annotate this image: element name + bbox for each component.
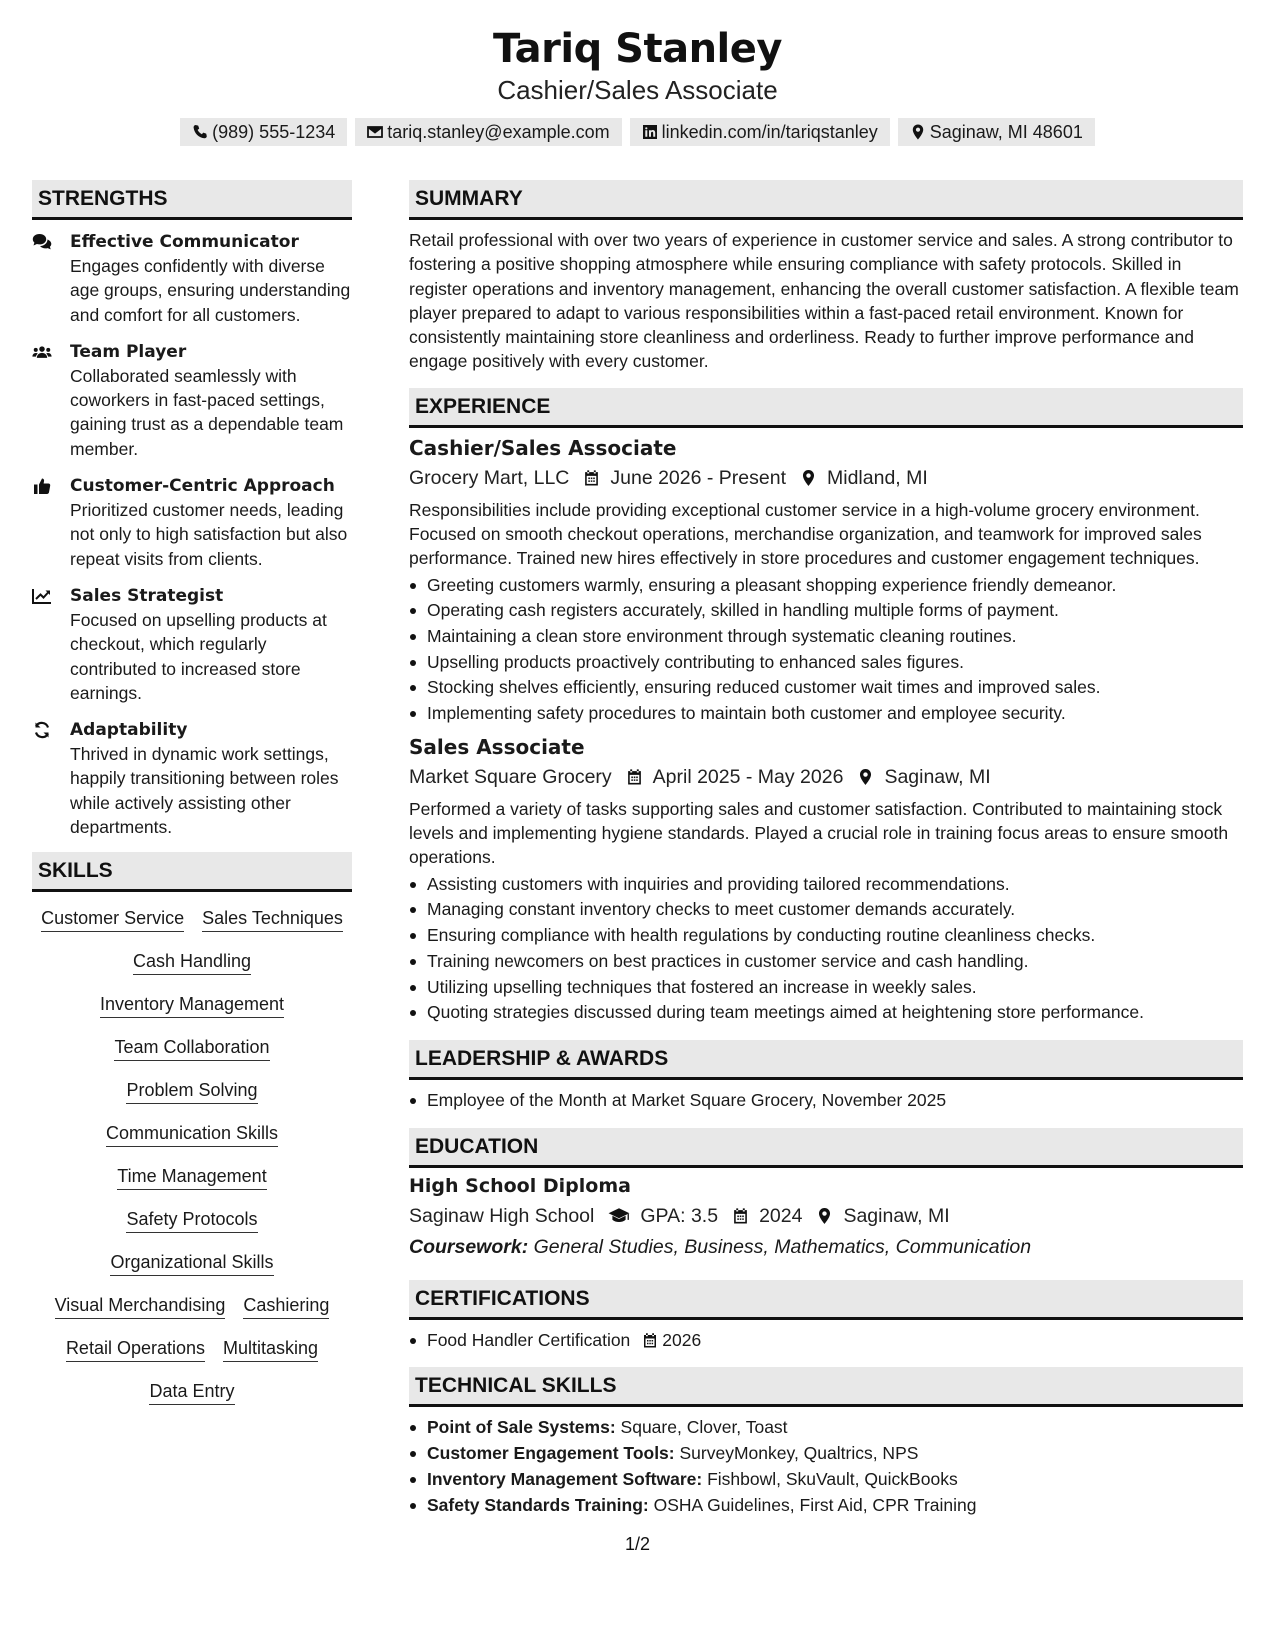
tech-skill-value: Square, Clover, Toast xyxy=(620,1417,788,1438)
contact-phone-text: (989) 555-1234 xyxy=(212,122,336,142)
strength-title: Adaptability xyxy=(70,720,188,741)
tech-skill-label: Inventory Management Software: xyxy=(427,1468,703,1489)
job-dates: April 2025 - May 2026 xyxy=(652,765,844,788)
strengths-list xyxy=(32,230,352,839)
strengths-heading: STRENGTHS xyxy=(32,180,352,220)
tech-skill-label: Point of Sale Systems: xyxy=(427,1417,616,1438)
job-description: Performed a variety of tasks supporting sales and customer satisfaction. Contributed to maintaining stock levels and implementing hygiene standards. Played a crucial role in training focus areas to ensure smooth operations. xyxy=(409,798,1229,868)
strength-item xyxy=(32,474,352,571)
strength-title: Sales Strategist xyxy=(70,585,224,606)
strength-item xyxy=(32,230,352,327)
coursework-list: General Studies, Business, Mathematics, Communication xyxy=(533,1235,1032,1258)
skill-tag: Multitasking xyxy=(223,1336,318,1362)
skill-tag: Team Collaboration xyxy=(114,1035,269,1061)
list-item xyxy=(409,1328,1243,1354)
calendar-icon xyxy=(642,1332,658,1349)
certifications-heading: CERTIFICATIONS xyxy=(409,1280,1243,1320)
job-dates: June 2026 - Present xyxy=(610,466,786,489)
tech-skill-label: Safety Standards Training: xyxy=(427,1494,649,1515)
tech-skill-value: OSHA Guidelines, First Aid, CPR Training xyxy=(653,1494,977,1515)
coursework xyxy=(409,1232,1243,1262)
list-item: Utilizing upselling techniques that fostered an increase in weekly sales. xyxy=(409,975,1243,1001)
list-item xyxy=(409,1415,1243,1441)
job-title: Sales Associate xyxy=(409,734,585,759)
strength-desc: Thrived in dynamic work settings, happily transitioning between roles while actively assisting other departments. xyxy=(70,744,339,838)
linkedin-icon xyxy=(642,124,658,140)
technical-skills-section xyxy=(409,1367,1243,1518)
skill-tag: Organizational Skills xyxy=(110,1250,273,1276)
location-pin-icon xyxy=(816,1207,833,1225)
list-item xyxy=(409,1467,1243,1493)
strength-desc: Collaborated seamlessly with coworkers in fast-paced settings, gaining trust as a dependable team member. xyxy=(70,365,344,459)
technical-skills-list xyxy=(409,1415,1243,1518)
strength-title: Team Player xyxy=(70,341,187,362)
certification-name: Food Handler Certification xyxy=(427,1329,631,1350)
tech-skill-value: SurveyMonkey, Qualtrics, NPS xyxy=(679,1443,919,1464)
strength-desc: Focused on upselling products at checkout, which regularly contributed to increased store earnings. xyxy=(70,609,327,703)
experience-heading: EXPERIENCE xyxy=(409,388,1243,428)
school-name: Saginaw High School xyxy=(409,1204,595,1227)
education-section xyxy=(409,1128,1243,1262)
technical-skills-heading: TECHNICAL SKILLS xyxy=(409,1367,1243,1407)
skills-list xyxy=(32,906,352,1405)
coursework-label: Coursework: xyxy=(409,1235,529,1258)
list-item: Maintaining a clean store environment through systematic cleaning routines. xyxy=(409,624,1243,650)
sync-icon xyxy=(32,721,52,739)
list-item xyxy=(409,1441,1243,1467)
location-pin-icon xyxy=(800,469,817,487)
job-bullets xyxy=(409,573,1243,727)
strength-item xyxy=(32,718,352,839)
certification-year: 2026 xyxy=(662,1329,702,1350)
contact-phone[interactable] xyxy=(180,118,347,146)
list-item: Implementing safety procedures to maintain both customer and employee security. xyxy=(409,701,1243,727)
job-location: Saginaw, MI xyxy=(884,765,991,788)
skill-tag: Sales Techniques xyxy=(202,906,343,932)
job-entry xyxy=(409,434,1243,727)
job-entry xyxy=(409,733,1243,1026)
comments-icon xyxy=(32,233,52,251)
strength-desc: Engages confidently with diverse age groups, ensuring understanding and comfort for all customers. xyxy=(70,256,351,325)
degree-title: High School Diploma xyxy=(409,1174,631,1197)
job-company: Market Square Grocery xyxy=(409,765,612,788)
skills-heading: SKILLS xyxy=(32,852,352,892)
contact-location xyxy=(898,118,1095,146)
contact-bar xyxy=(0,118,1275,146)
skill-tag: Time Management xyxy=(117,1164,266,1190)
graduation-cap-icon xyxy=(608,1207,630,1225)
education-heading: EDUCATION xyxy=(409,1128,1243,1168)
envelope-icon xyxy=(367,124,383,140)
strength-item xyxy=(32,340,352,461)
contact-linkedin-text: linkedin.com/in/tariqstanley xyxy=(661,122,878,142)
skill-tag: Communication Skills xyxy=(106,1121,278,1147)
left-column xyxy=(32,180,352,1422)
skill-tag: Safety Protocols xyxy=(126,1207,257,1233)
leadership-heading: LEADERSHIP & AWARDS xyxy=(409,1040,1243,1080)
strength-desc: Prioritized customer needs, leading not only to high satisfaction but also repeat visits from clients. xyxy=(70,500,348,569)
skill-tag: Data Entry xyxy=(149,1379,234,1405)
chart-line-icon xyxy=(32,587,52,605)
list-item: Managing constant inventory checks to meet customer demands accurately. xyxy=(409,897,1243,923)
location-pin-icon xyxy=(910,124,926,140)
list-item: Assisting customers with inquiries and providing tailored recommendations. xyxy=(409,872,1243,898)
list-item xyxy=(409,1493,1243,1519)
skill-tag: Customer Service xyxy=(41,906,184,932)
school-location: Saginaw, MI xyxy=(843,1204,950,1227)
candidate-title: Cashier/Sales Associate xyxy=(497,75,778,105)
job-description: Responsibilities include providing exceptional customer service in a high-volume grocery environment. Focused on smooth checkout operations, merchandise organization, and teamwork for improved sales performance. Trained new hires effectively in store procedures and customer engagement techniques. xyxy=(409,499,1202,569)
leadership-section xyxy=(409,1040,1243,1114)
tech-skill-value: Fishbowl, SkuVault, QuickBooks xyxy=(707,1468,958,1489)
calendar-icon xyxy=(626,768,643,786)
skill-tag: Visual Merchandising xyxy=(55,1293,226,1319)
skill-tag: Retail Operations xyxy=(66,1336,205,1362)
calendar-icon xyxy=(583,469,600,487)
page-number: 1/2 xyxy=(624,1534,651,1554)
education-meta xyxy=(409,1200,1243,1232)
skill-tag: Cashiering xyxy=(243,1293,329,1319)
candidate-name: Tariq Stanley xyxy=(493,26,782,72)
job-meta xyxy=(409,761,1243,793)
skill-tag: Cash Handling xyxy=(133,949,251,975)
skill-tag: Inventory Management xyxy=(100,992,284,1018)
strength-item xyxy=(32,584,352,705)
job-bullets xyxy=(409,872,1243,1026)
contact-linkedin[interactable] xyxy=(630,118,890,146)
list-item: Stocking shelves efficiently, ensuring reduced customer wait times and improved sales. xyxy=(409,675,1243,701)
list-item: Greeting customers warmly, ensuring a pleasant shopping experience friendly demeanor. xyxy=(409,573,1243,599)
job-company: Grocery Mart, LLC xyxy=(409,466,570,489)
list-item: Training newcomers on best practices in customer service and cash handling. xyxy=(409,949,1243,975)
list-item: Operating cash registers accurately, skilled in handling multiple forms of payment. xyxy=(409,598,1243,624)
gpa: GPA: 3.5 xyxy=(640,1204,719,1227)
list-item: Employee of the Month at Market Square Grocery, November 2025 xyxy=(409,1088,1243,1114)
users-icon xyxy=(32,343,52,361)
job-title: Cashier/Sales Associate xyxy=(409,435,677,460)
list-item: Upselling products proactively contributing to enhanced sales figures. xyxy=(409,650,1243,676)
job-meta xyxy=(409,462,1243,494)
contact-email[interactable] xyxy=(355,118,621,146)
graduation-year: 2024 xyxy=(759,1204,803,1227)
summary-text: Retail professional with over two years of experience in customer service and sales. A strong contributor to fostering a positive shopping atmosphere while ensuring compliance with safety protocols. Skilled in register operations and inventory management, enhancing the overall customer satisfaction. A flexible team player prepared to adapt to various responsibilities within a fast-paced retail environment. Known for consistently maintaining store cleanliness and orderliness. Ready to further improve performance and engage positively with every customer. xyxy=(409,230,1239,372)
strength-title: Effective Communicator xyxy=(70,232,299,252)
list-item: Quoting strategies discussed during team meetings aimed at heightening store performance. xyxy=(409,1000,1243,1026)
location-pin-icon xyxy=(857,768,874,786)
thumbs-up-icon xyxy=(32,477,52,495)
calendar-icon xyxy=(732,1207,749,1225)
list-item: Ensuring compliance with health regulations by conducting routine cleanliness checks. xyxy=(409,923,1243,949)
phone-icon xyxy=(192,124,208,140)
tech-skill-label: Customer Engagement Tools: xyxy=(427,1443,675,1464)
certifications-list xyxy=(409,1328,1243,1354)
summary-heading: SUMMARY xyxy=(409,180,1243,220)
certifications-section xyxy=(409,1280,1243,1354)
resume-header xyxy=(0,0,1275,146)
contact-location-text: Saginaw, MI 48601 xyxy=(929,122,1083,142)
contact-email-text: tariq.stanley@example.com xyxy=(387,122,610,142)
leadership-list xyxy=(409,1088,1243,1114)
job-location: Midland, MI xyxy=(827,466,928,489)
skill-tag: Problem Solving xyxy=(126,1078,257,1104)
strength-title: Customer-Centric Approach xyxy=(70,476,335,497)
right-column xyxy=(409,180,1243,1518)
